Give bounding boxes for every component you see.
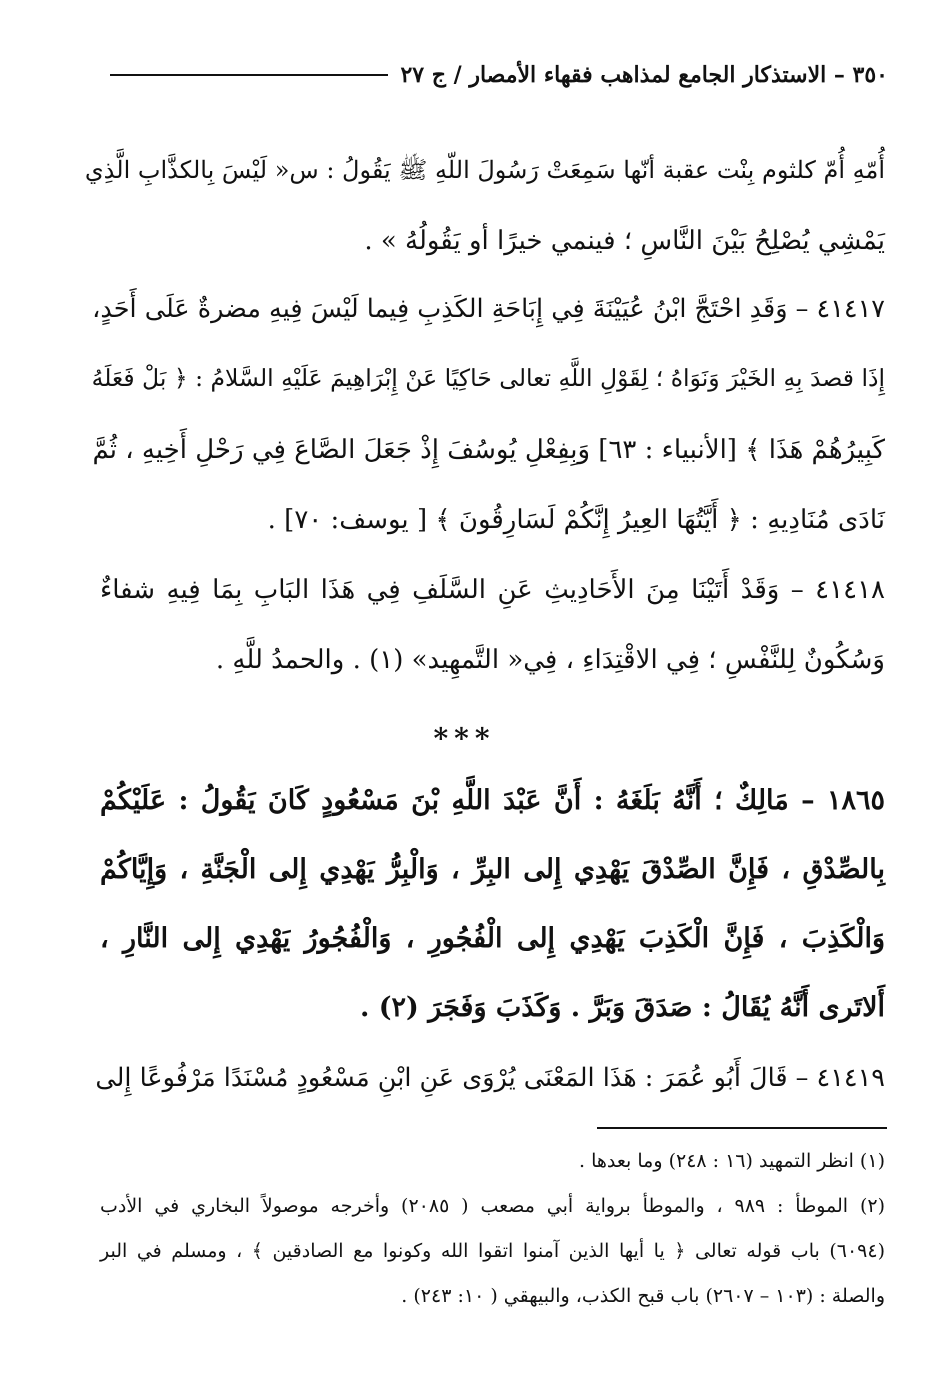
footnote-2-line: (٦٠٩٤) باب قوله تعالى ﴿ يا أيها الذين آمنوا اتقوا الله وكونوا مع الصادقين ﴾ ، ومسلم في البر bbox=[100, 1240, 885, 1262]
running-header bbox=[110, 55, 888, 95]
header-title: ٣٥٠ – الاستذكار الجامع لمذاهب فقهاء الأمصار / ج ٢٧ bbox=[400, 62, 888, 88]
paragraph-4418-line: وَسُكُونٌ لِلنَّفْسِ ؛ فِي الاقْتِدَاءِ ، فِي« التَّمهِيد» (١) . والحمدُ للَّهِ . bbox=[215, 645, 885, 675]
hadith-1865-line: وَالْكَذِبَ ، فَإِنَّ الْكَذِبَ يَهْدِي إِلى الْفُجُورِ ، وَالْفُجُورُ يَهْدِي إِلى النَّارِ ، bbox=[100, 923, 885, 954]
paragraph-4417-line: نَادَى مُنَادِيهِ : ﴿ أَيَّتُهَا العِيرُ إِنَّكُمْ لَسَارِقُونَ ﴾ [ يوسف: ٧٠] . bbox=[267, 505, 885, 535]
section-separator: *** bbox=[433, 722, 496, 755]
body-line: يَمْشِي يُصْلِحُ بَيْنَ النَّاسِ ؛ فينمي خيرًا أو يَقُولُهُ » . bbox=[364, 226, 885, 256]
paragraph-4418-line: ٤١٤١٨ – وَقَدْ أَتَيْنَا مِنَ الأَحَادِيثِ عَنِ السَّلَفِ فِي هَذَا البَابِ بِمَا فِيهِ شفاءٌ bbox=[100, 575, 885, 605]
hadith-1865-line: بِالصِّدْقِ ، فَإِنَّ الصِّدْقَ يَهْدِي إِلى البِرِّ ، وَالْبِرُّ يَهْدِي إِلى الْجَنَّةِ ، وَإِيَّاكُمْ bbox=[100, 854, 885, 885]
footnote-rule bbox=[597, 1127, 887, 1129]
hadith-1865-line: ١٨٦٥ – مَالِكٌ ؛ أَنَّهُ بَلَغَهُ : أَنَّ عَبْدَ اللَّهِ بْنَ مَسْعُودٍ كَانَ يَقُولُ : عَلَيْكُمْ bbox=[100, 785, 885, 816]
hadith-1865-line: أَلاتَرى أَنَّهُ يُقَالُ : صَدَقَ وَبَرَّ . وَكَذَبَ وَفَجَرَ (٢) . bbox=[359, 992, 885, 1023]
paragraph-4419-line: ٤١٤١٩ – قَالَ أَبُو عُمَرَ : هَذَا المَعْنَى يُرْوَى عَنِ ابْنِ مَسْعُودٍ مُسْنَدًا مَرْفُوعًا إِلى bbox=[95, 1063, 885, 1093]
footnote-2-line: (٢) الموطأ : ٩٨٩ ، والموطأ برواية أبي مصعب ( ٢٠٨٥) وأخرجه موصولاً البخاري في الأدب bbox=[100, 1195, 885, 1217]
paragraph-4417-line: كَبِيرُهُمْ هَذَا ﴾ [الأنبياء : ٦٣] وَبِفِعْلِ يُوسُفَ إِذْ جَعَلَ الصَّاعَ فِي رَحْلِ أَخِيهِ ، ثُمَّ bbox=[92, 435, 885, 465]
header-rule bbox=[110, 74, 388, 76]
paragraph-4417-line: إِذَا قصدَ بِهِ الخَيْرَ وَنَوَاهُ ؛ لِقَوْلِ اللَّهِ تعالى حَاكِيًا عَنْ إِبْرَاهِيمَ عَلَيْهِ السَّلامُ : ﴿ بَلْ فَعَلَهُ bbox=[91, 364, 885, 392]
body-line: أُمّهِ أُمّ كلثوم بِنْت عقبة أنّها سَمِعَتْ رَسُولَ اللّهِ ﷺ يَقُولُ : س« لَيْسَ بِالكذَّابِ الَّذِي bbox=[84, 156, 885, 184]
paragraph-4417-line: ٤١٤١٧ – وَقَدِ احْتَجَّ ابْنُ عُيَيْنَةَ فِي إِبَاحَةِ الكَذِبِ فِيما لَيْسَ فِيهِ مضرةٌ عَلَى أَحَدٍ، bbox=[92, 294, 885, 324]
footnote-2-line: والصلة : (١٠٣ – ٢٦٠٧) باب قبح الكذب، والبيهقي ( ١٠: ٢٤٣) . bbox=[401, 1285, 885, 1307]
footnote-1: (١) انظر التمهيد (١٦ : ٢٤٨) وما بعدها . bbox=[579, 1150, 885, 1172]
